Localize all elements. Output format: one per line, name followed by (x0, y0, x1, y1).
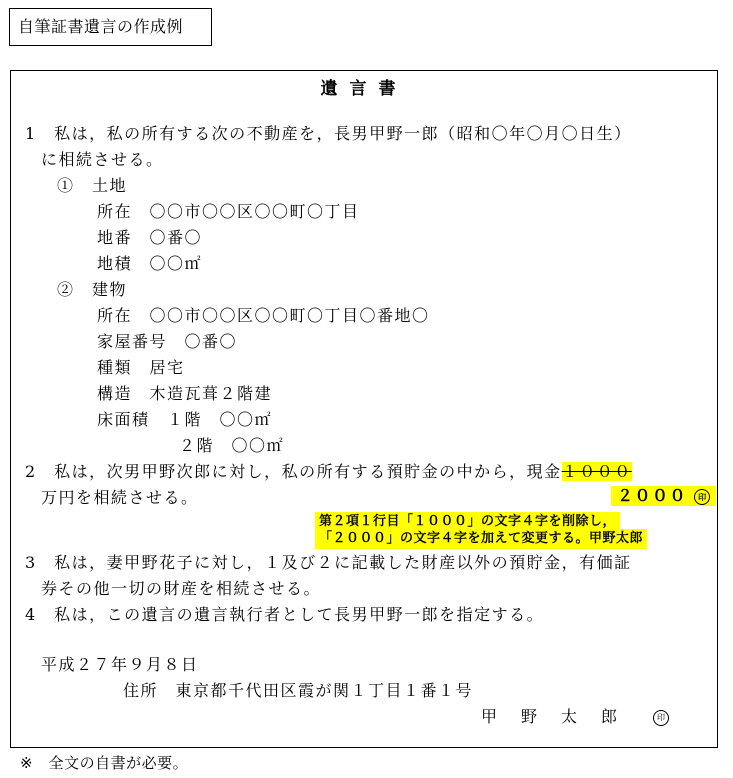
building-location: 所在 〇〇市〇〇区〇〇町〇丁目〇番地〇 (97, 306, 430, 325)
land-lot: 地番 〇番〇 (97, 228, 203, 247)
item1-line1: 1 私は，私の所有する次の不動産を，長男甲野一郎（昭和〇年〇月〇日生） (25, 124, 632, 143)
building-floor1: 床面積 １階 〇〇㎡ (97, 410, 273, 429)
building-house-no: 家屋番号 〇番〇 (97, 332, 238, 351)
footnote: ※ 全文の自書が必要。 (20, 754, 189, 772)
new-amount-text: ２０００ (617, 486, 688, 505)
correction-seal-icon: 印 (694, 489, 710, 505)
item1-line2: に相続させる。 (41, 150, 164, 169)
testator-name: 甲 野 太 郎 (481, 707, 622, 726)
building-floor2: ２階 〇〇㎡ (179, 436, 285, 455)
correction-note-line1: 第２項１行目「１０００」の文字４字を削除し， (315, 512, 620, 532)
new-amount (611, 486, 716, 506)
land-location: 所在 〇〇市〇〇区〇〇町〇丁目 (97, 202, 360, 221)
signature-seal (653, 707, 669, 727)
will-date: 平成２７年９月８日 (41, 655, 199, 674)
testator-address: 住所 東京都千代田区霞が関１丁目１番１号 (123, 681, 474, 700)
struck-amount: １０００ (561, 462, 632, 481)
document-heading: 遺言書 (320, 79, 408, 99)
item2-line2: 万円を相続させる。 (41, 488, 199, 507)
page-title: 自筆証書遺言の作成例 (9, 8, 212, 46)
will-document (10, 70, 718, 748)
building-kind: 種類 居宅 (97, 358, 185, 377)
building-structure: 構造 木造瓦葺２階建 (97, 384, 273, 403)
item2-line1 (25, 462, 632, 482)
item4-line1: 4 私は，この遺言の遺言執行者として長男甲野一郎を指定する。 (25, 605, 545, 624)
correction-note-line2: 「２０００」の文字４字を加えて変更する。甲野太郎 (315, 529, 647, 549)
seal-icon: 印 (653, 710, 669, 726)
item2-line1-text: 2 私は，次男甲野次郎に対し，私の所有する預貯金の中から，現金 (25, 462, 562, 481)
land-area: 地積 〇〇㎡ (97, 254, 203, 273)
building-label: ② 建物 (57, 280, 128, 299)
land-label: ① 土地 (57, 176, 128, 195)
item3-line1: 3 私は，妻甲野花子に対し，１及び２に記載した財産以外の預貯金，有価証 (25, 553, 632, 572)
item3-line2: 券その他一切の財産を相続させる。 (41, 579, 322, 598)
